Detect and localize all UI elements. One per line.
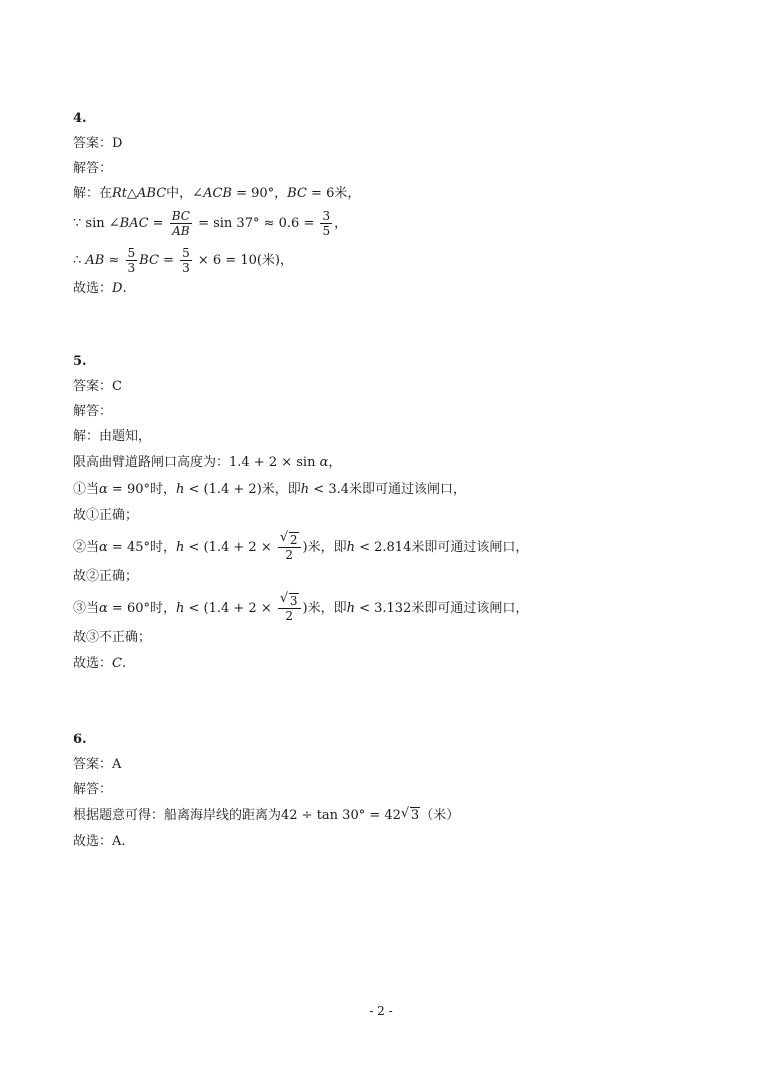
question-6-answer: 答案：A (73, 757, 122, 772)
question-5-line-4: 故①正确； (73, 508, 139, 523)
fraction-3-over-5: $\frac{3}{5}$ (322, 209, 331, 238)
fraction-sqrt3-over-2: √ 3 2 (278, 594, 301, 623)
question-5-line-6: 故②正确； (73, 569, 139, 584)
question-4-line-3: ∴ AB ≈ $\frac{5}{3}$ BC = $\frac{5}{3}$ × 6 = 10(米)， (73, 246, 294, 275)
question-4-answer: 答案：D (73, 136, 123, 151)
question-5-line-3: ①当α = 90°时，h < (1.4 + 2)米，即h < 3.4米即可通过该闸口， (73, 482, 466, 497)
question-6-solution-label: 解答： (73, 782, 113, 797)
question-5-line-8: 故③不正确； (73, 630, 152, 645)
question-4-line-1: 解：在Rt△ABC中，∠ACB = 90°，BC = 6米， (73, 186, 361, 201)
question-5-solution-label: 解答： (73, 404, 113, 419)
question-5-answer: 答案：C (73, 379, 122, 394)
fraction-sqrt2-over-2: √ 2 2 (278, 533, 301, 562)
question-4-number: 4. (73, 111, 87, 126)
question-5-number: 5. (73, 354, 87, 369)
question-4-line-4: 故选：D. (73, 281, 127, 296)
question-6-line-2: 故选：A. (73, 834, 126, 849)
question-5-line-5: ②当α = 45°时，h < (1.4 + 2 × √ 2 2 )米，即h < 2.814米即可通过该闸口， (73, 530, 529, 562)
sqrt-3: √ 3 (400, 806, 420, 823)
question-5-line-1: 解：由题知， (73, 429, 152, 444)
question-5-line-2: 限高曲臂道路闸口高度为：1.4 + 2 × sin α， (73, 455, 342, 470)
question-6-line-1: 根据题意可得：船离海岸线的距离为42 ÷ tan 30° = 42 √ 3（米） (73, 806, 460, 823)
question-5-line-7: ③当α = 60°时，h < (1.4 + 2 × √ 3 2 )米，即h < 3.132米即可通过该闸口， (73, 591, 529, 623)
question-5-line-9: 故选：C. (73, 656, 127, 671)
fraction-5-over-3-b: $\frac{5}{3}$ (182, 246, 190, 275)
fraction-bc-over-ab: $\frac{BC}{AB}$ (171, 209, 190, 238)
question-4-line-2: ∵ sin ∠BAC = $\frac{BC}{AB}$ = sin 37° ≈ 0.6 = $\frac{3}{5}$ ， (73, 209, 348, 238)
question-6-number: 6. (73, 732, 87, 747)
question-4-solution-label: 解答： (73, 161, 113, 176)
fraction-5-over-3: $\frac{5}{3}$ (127, 246, 136, 275)
page-number: - 2 - (369, 1004, 393, 1018)
